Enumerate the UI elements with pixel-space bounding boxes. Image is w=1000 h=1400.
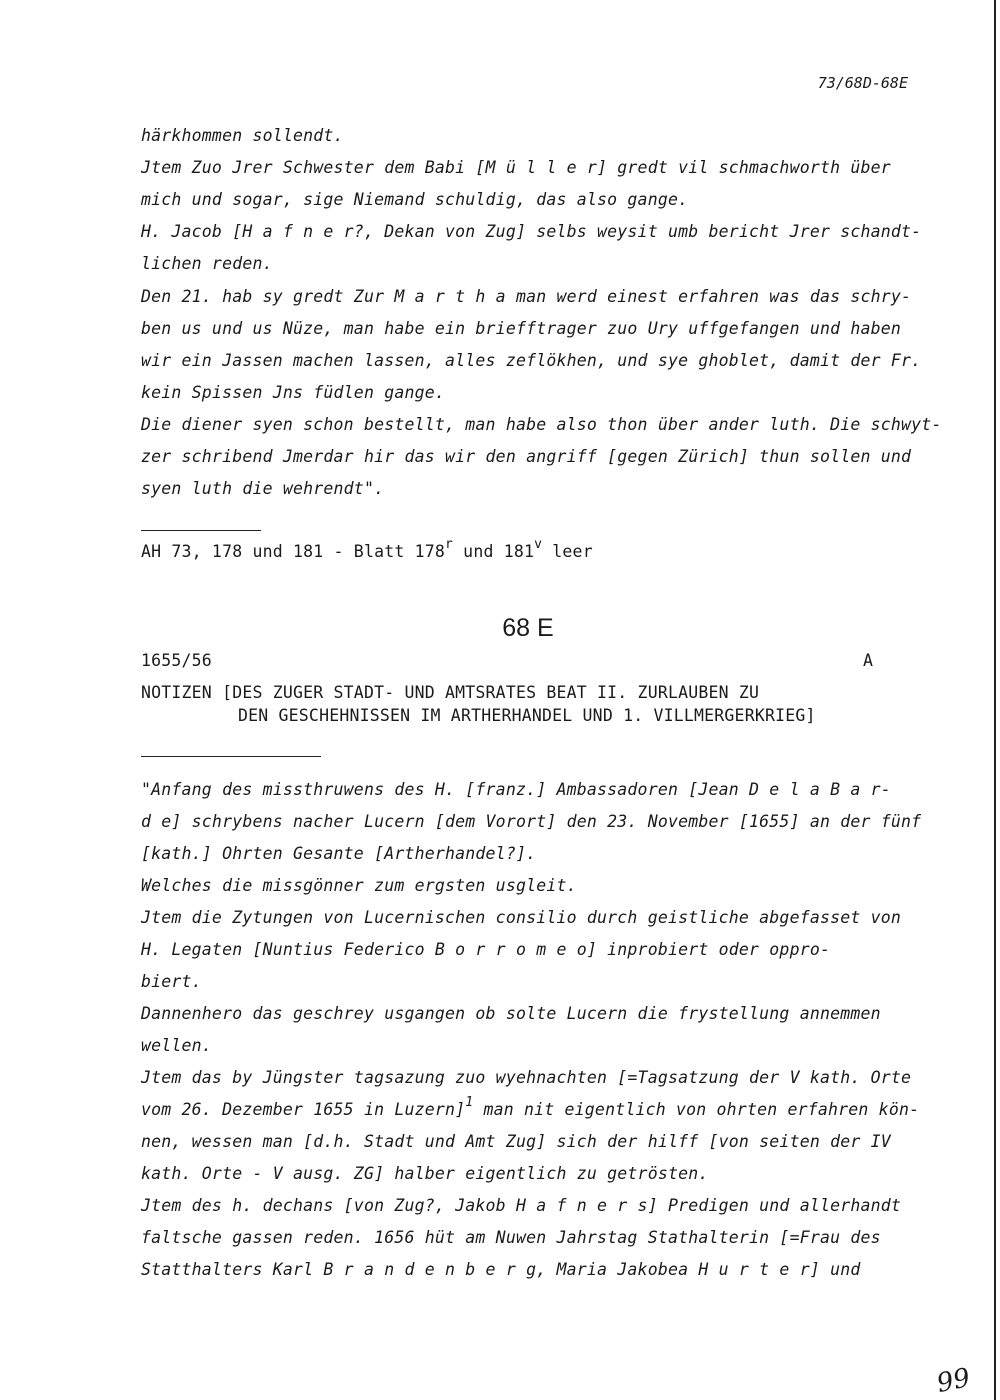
text-line: wellen. bbox=[141, 1036, 212, 1055]
text-line: H. Legaten [Nuntius Federico B o r r o m e o] inprobiert oder oppro- bbox=[141, 940, 831, 959]
text-line: ben us und us Nüze, man habe ein briefftrager zuo Ury uffgefangen und haben bbox=[141, 319, 902, 338]
document-title-line: DEN GESCHEHNISSEN IM ARTHERHANDEL UND 1. VILLMERGERKRIEG] bbox=[238, 706, 816, 725]
source-note bbox=[141, 537, 593, 561]
text-line: syen luth die wehrendt". bbox=[141, 479, 385, 498]
text-line: biert. bbox=[141, 972, 202, 991]
text-line: mich und sogar, sige Niemand schuldig, das also gange. bbox=[141, 190, 689, 209]
section-heading bbox=[0, 614, 1000, 643]
text-line: H. Jacob [H a f n e r?, Dekan von Zug] selbs weysit umb bericht Jrer schandt- bbox=[141, 222, 922, 241]
footnote-marker: 1 bbox=[465, 1095, 474, 1110]
text-line: Die diener syen schon bestellt, man habe also thon über ander luth. Die schwyt- bbox=[141, 415, 942, 434]
text-line: "Anfang des missthruwens des H. [franz.] Ambassadoren [Jean D e l a B a r- bbox=[141, 780, 891, 799]
text-line: d e] schrybens nacher Lucern [dem Vorort] den 23. November [1655] an der fünf bbox=[141, 812, 922, 831]
text-line-with-footnote bbox=[141, 1095, 920, 1119]
document-date: 1655/56 bbox=[141, 651, 212, 670]
source-note-text: AH 73, 178 und 181 - Blatt 178 bbox=[141, 542, 446, 561]
text-line: Welches die missgönner zum ergsten usgleit. bbox=[141, 876, 577, 895]
text-line: Jtem das by Jüngster tagsazung zuo wyehnachten [=Tagsatzung der V kath. Orte bbox=[141, 1068, 912, 1087]
text-line: [kath.] Ohrten Gesante [Artherhandel?]. bbox=[141, 844, 537, 863]
reference-number: 73/68D-68E bbox=[817, 74, 908, 92]
source-note-text: leer bbox=[542, 542, 593, 561]
text-segment: man nit eigentlich von ohrten erfahren kön- bbox=[473, 1100, 920, 1119]
superscript-recto: r bbox=[445, 537, 454, 552]
text-line: wir ein Jassen machen lassen, alles zeflökhen, und sye ghoblet, damit der Fr. bbox=[141, 351, 922, 370]
text-line: Jtem des h. dechans [von Zug?, Jakob H a f n e r s] Predigen und allerhandt bbox=[141, 1196, 902, 1215]
text-line: Jtem Zuo Jrer Schwester dem Babi [M ü l l e r] gredt vil schmachworth über bbox=[141, 158, 891, 177]
section-number: 68 E bbox=[502, 614, 554, 642]
separator-rule bbox=[141, 530, 261, 531]
text-line: lichen reden. bbox=[141, 254, 273, 273]
source-note-text: und 181 bbox=[453, 542, 535, 561]
superscript-verso: v bbox=[534, 537, 543, 552]
document-type-letter: A bbox=[863, 651, 874, 670]
document-title-line: NOTIZEN [DES ZUGER STADT- UND AMTSRATES BEAT II. ZURLAUBEN ZU bbox=[141, 683, 760, 702]
page-number: 99 bbox=[934, 1362, 973, 1400]
text-segment: vom 26. Dezember 1655 in Luzern] bbox=[141, 1100, 466, 1119]
text-line: kein Spissen Jns füdlen gange. bbox=[141, 383, 446, 402]
text-line: zer schribend Jmerdar hir das wir den angriff [gegen Zürich] thun sollen und bbox=[141, 447, 912, 466]
text-line: härkhommen sollendt. bbox=[141, 126, 344, 145]
text-line: Den 21. hab sy gredt Zur M a r t h a man werd einest erfahren was das schry- bbox=[141, 287, 912, 306]
text-line: faltsche gassen reden. 1656 hüt am Nuwen Jahrstag Stathalterin [=Frau des bbox=[141, 1228, 881, 1247]
text-line: nen, wessen man [d.h. Stadt und Amt Zug] sich der hilff [von seiten der IV bbox=[141, 1132, 891, 1151]
text-line: Jtem die Zytungen von Lucernischen consilio durch geistliche abgefasset von bbox=[141, 908, 902, 927]
text-line: Dannenhero das geschrey usgangen ob solte Lucern die frystellung annemmen bbox=[141, 1004, 881, 1023]
text-line: kath. Orte - V ausg. ZG] halber eigentlich zu getrösten. bbox=[141, 1164, 709, 1183]
text-line: Statthalters Karl B r a n d e n b e r g, Maria Jakobea H u r t e r] und bbox=[141, 1260, 861, 1279]
page-edge bbox=[994, 0, 996, 1400]
separator-rule bbox=[141, 756, 321, 757]
